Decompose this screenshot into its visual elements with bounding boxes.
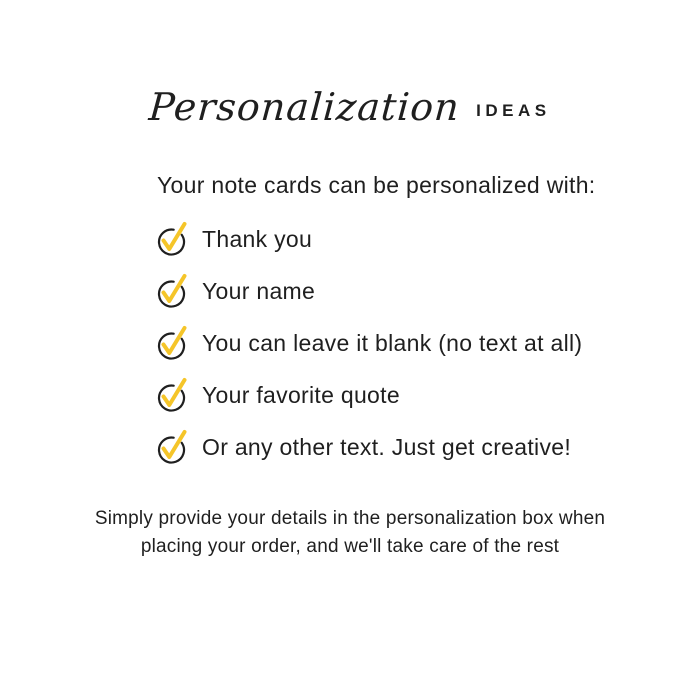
list-item-label: Or any other text. Just get creative! <box>202 433 572 460</box>
list-item-label: Your name <box>202 277 316 304</box>
footer-note <box>0 505 700 561</box>
list-item <box>155 429 700 465</box>
list-item-label: You can leave it blank (no text at all) <box>202 329 583 356</box>
footer-line-2: placing your order, and we'll take care of the rest <box>140 536 560 557</box>
list-item-label: Thank you <box>202 225 313 252</box>
list-item-label: Your favorite quote <box>202 381 400 408</box>
page-title <box>0 76 700 138</box>
personalization-checklist <box>155 221 700 465</box>
check-circle-icon <box>155 325 191 361</box>
title-script-word: Personalization <box>147 85 462 129</box>
title-suffix-word: IDEAS <box>476 101 551 120</box>
check-circle-icon <box>155 429 191 465</box>
list-item <box>155 325 700 361</box>
check-circle-icon <box>155 273 191 309</box>
footer-line-1: Simply provide your details in the personalization box when <box>94 508 606 529</box>
check-circle-icon <box>155 377 191 413</box>
list-item <box>155 221 700 257</box>
list-item <box>155 377 700 413</box>
intro-text: Your note cards can be personalized with: <box>157 172 596 198</box>
list-item <box>155 273 700 309</box>
check-circle-icon <box>155 221 191 257</box>
